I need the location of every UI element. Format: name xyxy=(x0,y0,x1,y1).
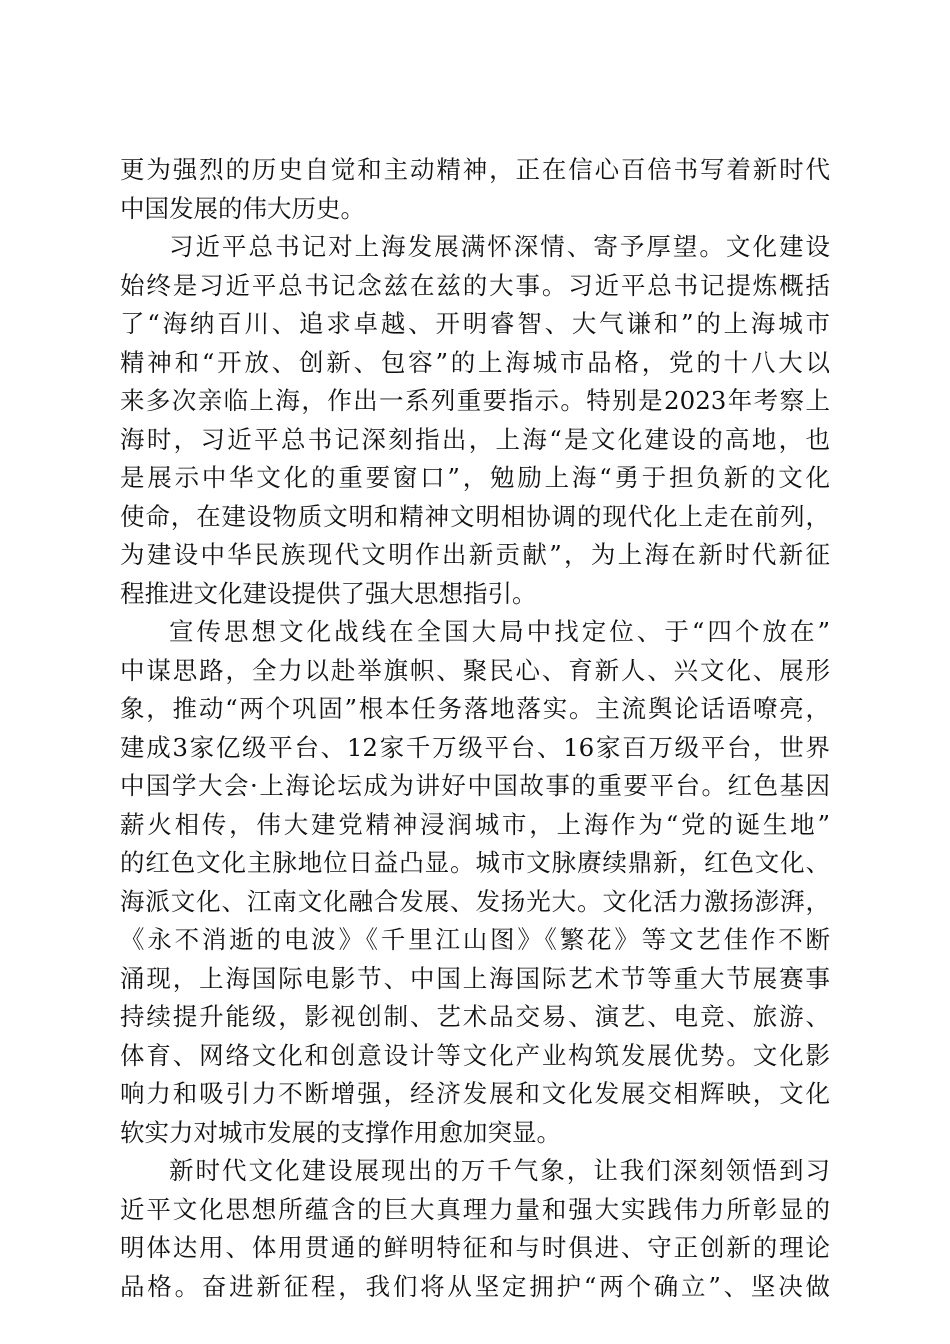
text-line: 更为强烈的历史自觉和主动精神，正在信心百倍书写着新时代 xyxy=(120,155,830,184)
text-line: 海派文化、江南文化融合发展、发扬光大。文化活力激扬澎湃， xyxy=(120,886,830,916)
text-line: 始终是习近平总书记念兹在兹的大事。习近平总书记提炼概括 xyxy=(120,270,830,300)
text-line: 持续提升能级，影视创制、艺术品交易、演艺、电竞、旅游、 xyxy=(120,1002,830,1031)
text-line: 体育、网络文化和创意设计等文化产业构筑发展优势。文化影 xyxy=(120,1040,830,1070)
text-line: 宣传思想文化战线在全国大局中找定位、于“四个放在” xyxy=(169,617,830,646)
text-line: 中谋思路，全力以赴举旗帜、聚民心、育新人、兴文化、展形 xyxy=(120,655,830,685)
text-line: 软实力对城市发展的支撑作用愈加突显。 xyxy=(120,1117,561,1147)
paragraph xyxy=(120,613,830,1152)
text-line: 象，推动“两个巩固”根本任务落地落实。主流舆论话语嘹亮， xyxy=(120,694,830,723)
text-line: 中国学大会·上海论坛成为讲好中国故事的重要平台。红色基因 xyxy=(120,771,830,800)
text-line: 使命，在建设物质文明和精神文明相协调的现代化上走在前列， xyxy=(120,501,830,531)
text-line: 的红色文化主脉地位日益凸显。城市文脉赓续鼎新，红色文化、 xyxy=(120,848,830,877)
text-line: 响力和吸引力不断增强，经济发展和文化发展交相辉映，文化 xyxy=(120,1079,830,1108)
paragraph xyxy=(120,151,830,228)
text-line: 了“海纳百川、追求卓越、开明睿智、大气谦和”的上海城市 xyxy=(120,309,830,338)
text-line: 新时代文化建设展现出的万千气象，让我们深刻领悟到习 xyxy=(169,1156,830,1185)
text-line: 《永不消逝的电波》《千里江山图》《繁花》等文艺佳作不断 xyxy=(120,925,830,954)
text-line: 来多次亲临上海，作出一系列重要指示。特别是2023年考察上 xyxy=(120,386,830,415)
text-line: 涌现，上海国际电影节、中国上海国际艺术节等重大节展赛事 xyxy=(120,963,830,993)
paragraph xyxy=(120,228,830,613)
text-line: 为建设中华民族现代文明作出新贡献”，为上海在新时代新征 xyxy=(120,540,830,569)
text-line: 明体达用、体用贯通的鲜明特征和与时俱进、守正创新的理论 xyxy=(120,1233,830,1262)
text-line: 品格。奋进新征程，我们将从坚定拥护“两个确立”、坚决做 xyxy=(120,1271,830,1301)
text-line: 程推进文化建设提供了强大思想指引。 xyxy=(120,578,537,608)
paragraph xyxy=(120,1152,830,1306)
body-text xyxy=(120,151,830,1306)
text-line: 建成3家亿级平台、12家千万级平台、16家百万级平台，世界 xyxy=(120,732,830,762)
text-line: 中国发展的伟大历史。 xyxy=(120,193,365,223)
text-line: 习近平总书记对上海发展满怀深情、寄予厚望。文化建设 xyxy=(169,232,830,261)
text-line: 薪火相传，伟大建党精神浸润城市，上海作为“党的诞生地” xyxy=(120,809,830,839)
text-line: 近平文化思想所蕴含的巨大真理力量和强大实践伟力所彰显的 xyxy=(120,1194,830,1224)
text-line: 是展示中华文化的重要窗口”，勉励上海“勇于担负新的文化 xyxy=(120,463,830,492)
text-line: 海时，习近平总书记深刻指出，上海“是文化建设的高地，也 xyxy=(120,424,830,454)
text-line: 精神和“开放、创新、包容”的上海城市品格，党的十八大以 xyxy=(120,347,830,377)
